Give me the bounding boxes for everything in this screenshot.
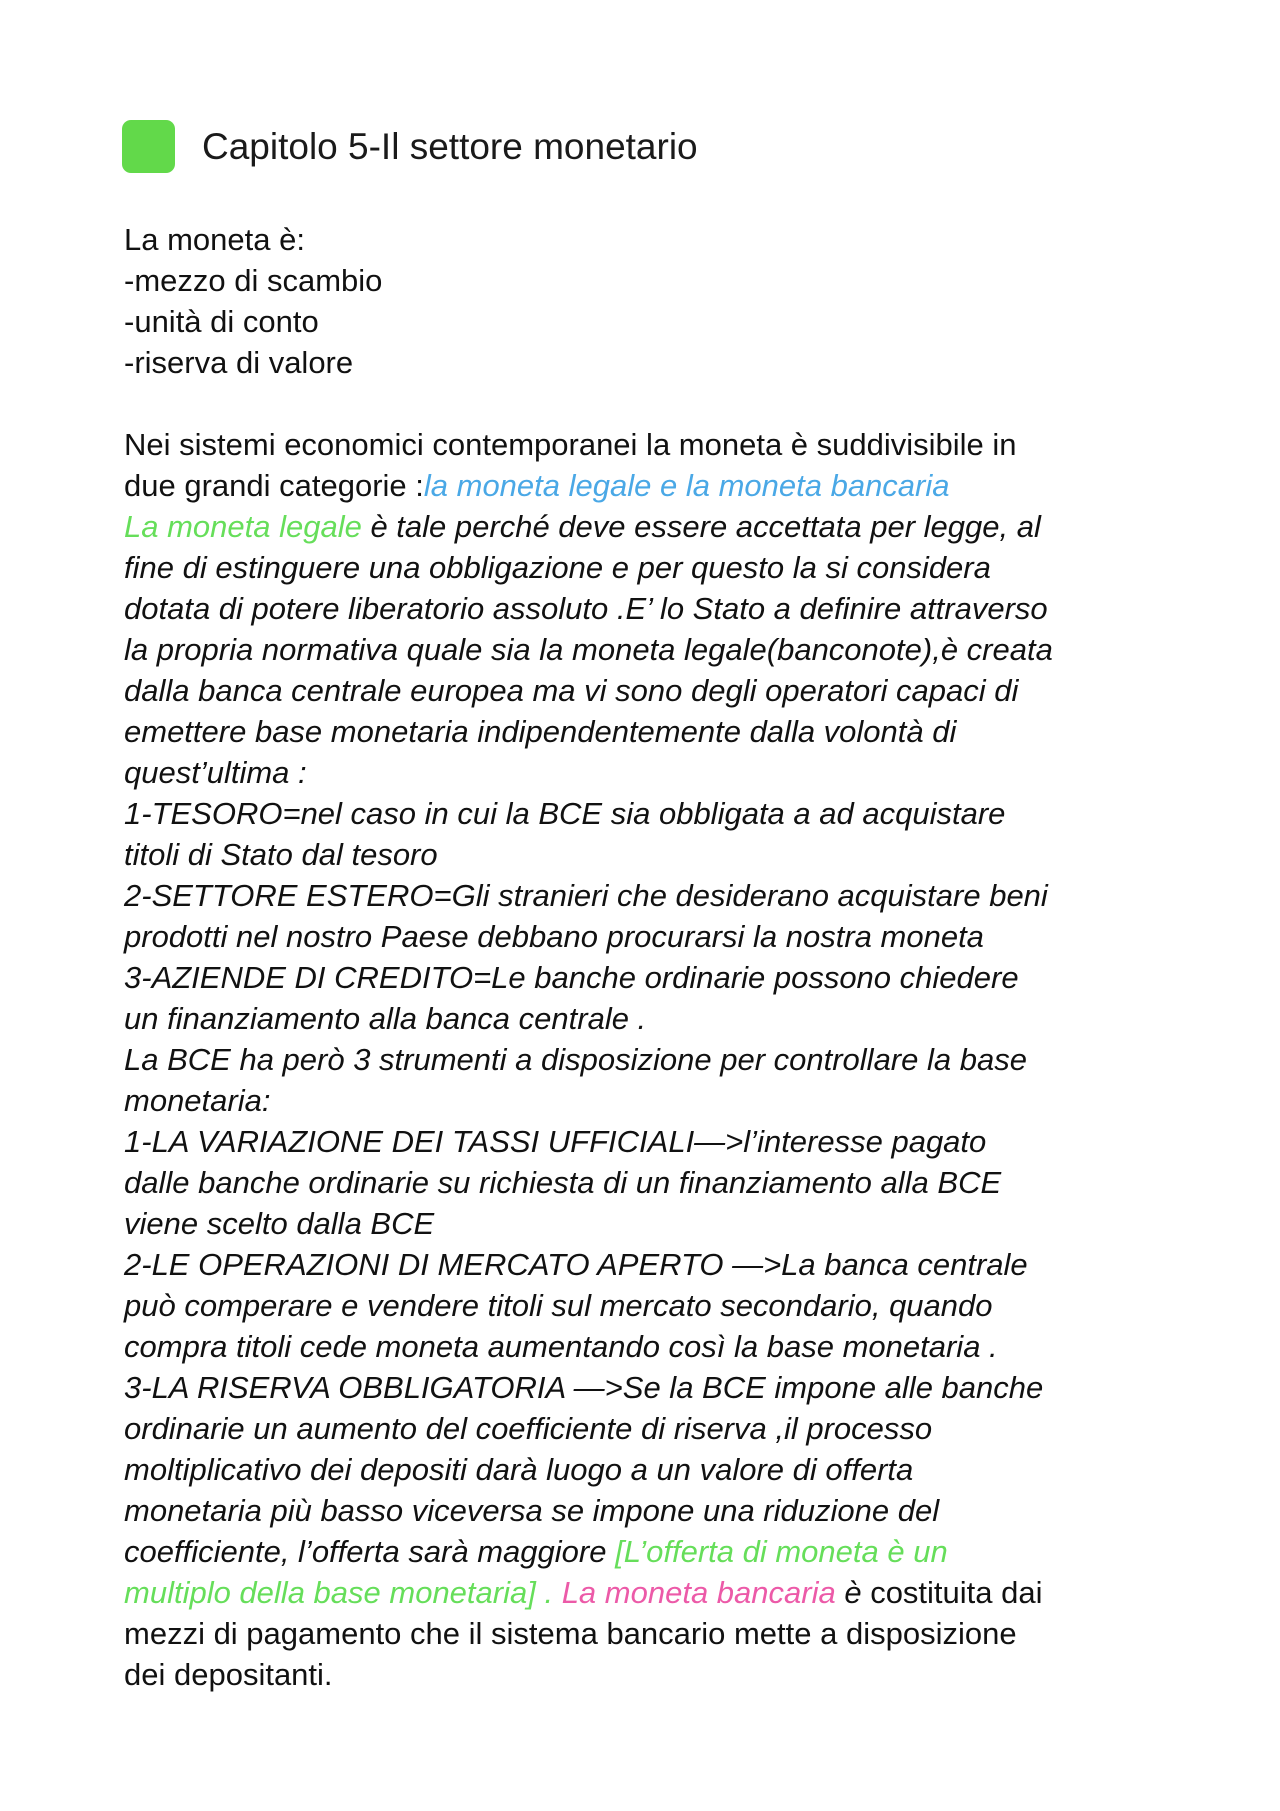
highlight-moneta-bancaria: La moneta bancaria (561, 1575, 836, 1610)
text-segment: due grandi categorie : (124, 468, 424, 503)
green-square-icon (122, 120, 175, 173)
text-line: La BCE ha però 3 strumenti a disposizione per controllare la base (124, 1042, 1027, 1077)
intro-lead: La moneta è: (124, 222, 305, 257)
text-line: emettere base monetaria indipendentemente dalla volontà di (124, 714, 957, 749)
text-line: 3-LA RISERVA OBBLIGATORIA —>Se la BCE impone alle banche (124, 1370, 1044, 1405)
text-segment: coefficiente, l’offerta sarà maggiore (124, 1534, 616, 1569)
text-line: 1-TESORO=nel caso in cui la BCE sia obbligata a ad acquistare (124, 796, 1006, 831)
highlight-categories: la moneta legale e la moneta bancaria (423, 468, 950, 503)
text-line: titoli di Stato dal tesoro (124, 837, 438, 872)
highlight-offerta: [L’offerta di moneta è un (615, 1534, 948, 1569)
text-line: dalla banca centrale europea ma vi sono degli operatori capaci di (124, 673, 1019, 708)
text-line: dalle banche ordinarie su richiesta di un finanziamento alla BCE (124, 1165, 1002, 1200)
intro-item: -riserva di valore (124, 345, 354, 380)
chapter-heading (122, 120, 698, 173)
intro-item: -mezzo di scambio (124, 263, 383, 298)
text-line: moltiplicativo dei depositi darà luogo a un valore di offerta (124, 1452, 914, 1487)
text-line: la propria normativa quale sia la moneta legale(banconote),è creata (124, 632, 1053, 667)
text-line: mezzi di pagamento che il sistema bancario mette a disposizione (124, 1616, 1017, 1651)
text-line: monetaria più basso viceversa se impone una riduzione del (124, 1493, 940, 1528)
text-line: quest’ultima : (124, 755, 307, 790)
text-line: fine di estinguere una obbligazione e per questo la si considera (124, 550, 991, 585)
text-line: dei depositanti. (124, 1657, 333, 1692)
paragraph-gap (124, 383, 1204, 424)
text-line: può comperare e vendere titoli sul mercato secondario, quando (124, 1288, 993, 1323)
text-line: ordinarie un aumento del coefficiente di riserva ,il processo (124, 1411, 933, 1446)
text-segment: è (835, 1575, 862, 1610)
text-line: viene scelto dalla BCE (124, 1206, 435, 1241)
text-line: 2-SETTORE ESTERO=Gli stranieri che desiderano acquistare beni (124, 878, 1048, 913)
text-segment: costituita dai (861, 1575, 1043, 1610)
text-line: 2-LE OPERAZIONI DI MERCATO APERTO —>La banca centrale (124, 1247, 1028, 1282)
text-line (124, 1572, 1204, 1613)
text-line: monetaria: (124, 1083, 271, 1118)
chapter-title: Capitolo 5-Il settore monetario (202, 126, 698, 167)
text-line: 3-AZIENDE DI CREDITO=Le banche ordinarie possono chiedere (124, 960, 1019, 995)
body-text (124, 219, 1204, 1695)
highlight-moneta-legale: La moneta legale (124, 509, 362, 544)
text-line (124, 1531, 1204, 1572)
intro-item: -unità di conto (124, 304, 319, 339)
text-line: 1-LA VARIAZIONE DEI TASSI UFFICIALI—>l’interesse pagato (124, 1124, 987, 1159)
text-line (124, 506, 1204, 547)
text-line: dotata di potere liberatorio assoluto .E’ lo Stato a definire attraverso (124, 591, 1048, 626)
text-segment: è tale perché deve essere accettata per legge, al (361, 509, 1041, 544)
text-line (124, 465, 1204, 506)
text-line: un finanziamento alla banca centrale . (124, 1001, 647, 1036)
text-line: Nei sistemi economici contemporanei la moneta è suddivisibile in (124, 427, 1017, 462)
highlight-offerta-cont: multiplo della base monetaria] . (124, 1575, 562, 1610)
text-line: prodotti nel nostro Paese debbano procurarsi la nostra moneta (124, 919, 984, 954)
text-line: compra titoli cede moneta aumentando così la base monetaria . (124, 1329, 998, 1364)
